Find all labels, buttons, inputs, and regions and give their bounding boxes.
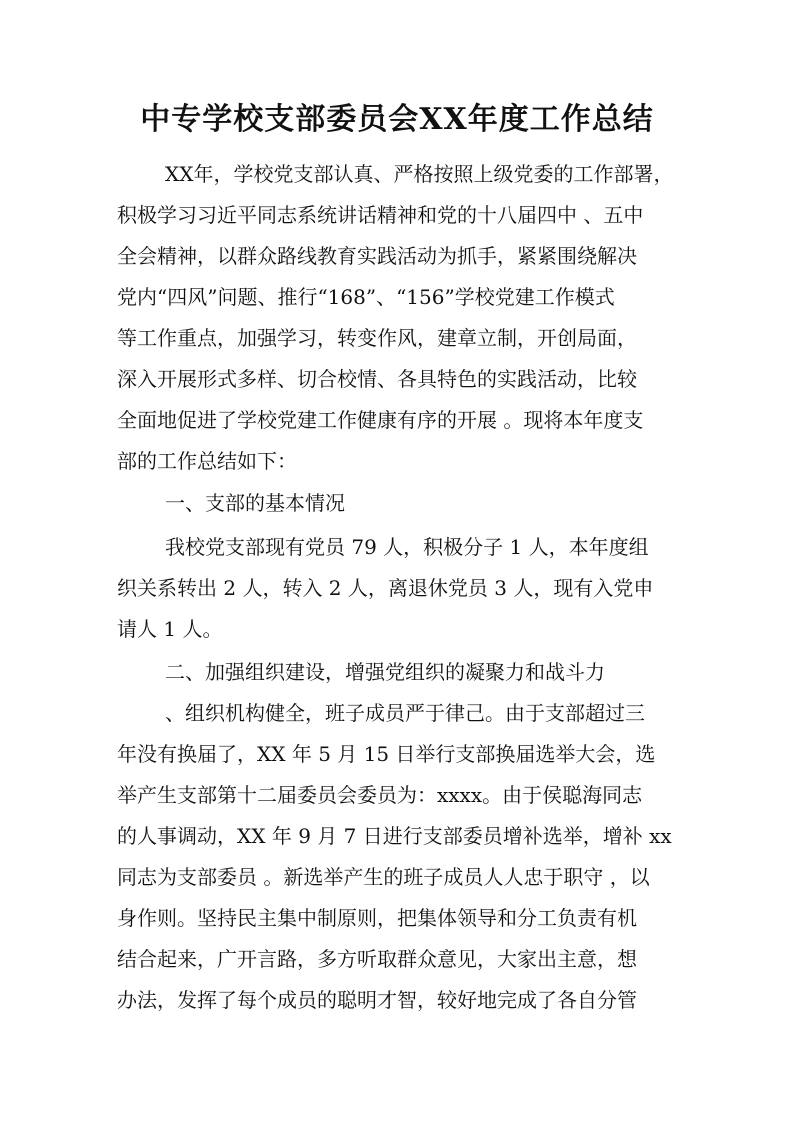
- intro-line: 部的工作总结如下：: [117, 449, 297, 473]
- intro-line: 积极学习习近平同志系统讲话精神和党的十八届四中 、五中: [117, 203, 644, 227]
- intro-line: 全会精神，以群众路线教育实践活动为抓手，紧紧围绕解决: [117, 244, 637, 268]
- section2-line: 的人事调动，XX 年 9 月 7 日进行支部委员增补选举，增补 xx: [117, 824, 672, 848]
- section2-line: 举产生支部第十二届委员会委员为：xxxx。由于侯聪海同志: [117, 783, 643, 807]
- section2-line: 办法，发挥了每个成员的聪明才智，较好地完成了各自分管: [117, 988, 637, 1012]
- intro-line: XX年，学校党支部认真、严格按照上级党委的工作部署，: [165, 162, 674, 186]
- intro-line: 全面地促进了学校党建工作健康有序的开展 。现将本年度支: [117, 408, 644, 432]
- section1-heading: 一、支部的基本情况: [165, 491, 345, 515]
- intro-line: 等工作重点，加强学习，转变作风，建章立制，开创局面，: [117, 326, 637, 350]
- section2-heading: 二、加强组织建设，增强党组织的凝聚力和战斗力: [165, 660, 605, 684]
- document-title: 中专学校支部委员会XX年度工作总结: [140, 102, 654, 137]
- section1-line: 我校党支部现有党员 79 人，积极分子 1 人，本年度组: [165, 535, 649, 559]
- section2-line: 结合起来，广开言路，多方听取群众意见，大家出主意，想: [117, 947, 637, 971]
- section2-line: 、组织机构健全，班子成员严于律己。由于支部超过三: [165, 701, 645, 725]
- section2-line: 同志为支部委员 。新选举产生的班子成员人人忠于职守 ，以: [117, 865, 650, 889]
- section2-line: 年没有换届了，XX 年 5 月 15 日举行支部换届选举大会，选: [117, 742, 656, 766]
- intro-line: 党内“四风”问题、推行“168”、“156”学校党建工作模式: [117, 285, 615, 309]
- section1-line: 请人 1 人。: [117, 617, 223, 641]
- section1-line: 织关系转出 2 人，转入 2 人，离退休党员 3 人，现有入党申: [117, 576, 654, 600]
- section2-line: 身作则。坚持民主集中制原则，把集体领导和分工负责有机: [117, 906, 637, 930]
- intro-line: 深入开展形式多样、切合校情、各具特色的实践活动，比较: [117, 367, 637, 391]
